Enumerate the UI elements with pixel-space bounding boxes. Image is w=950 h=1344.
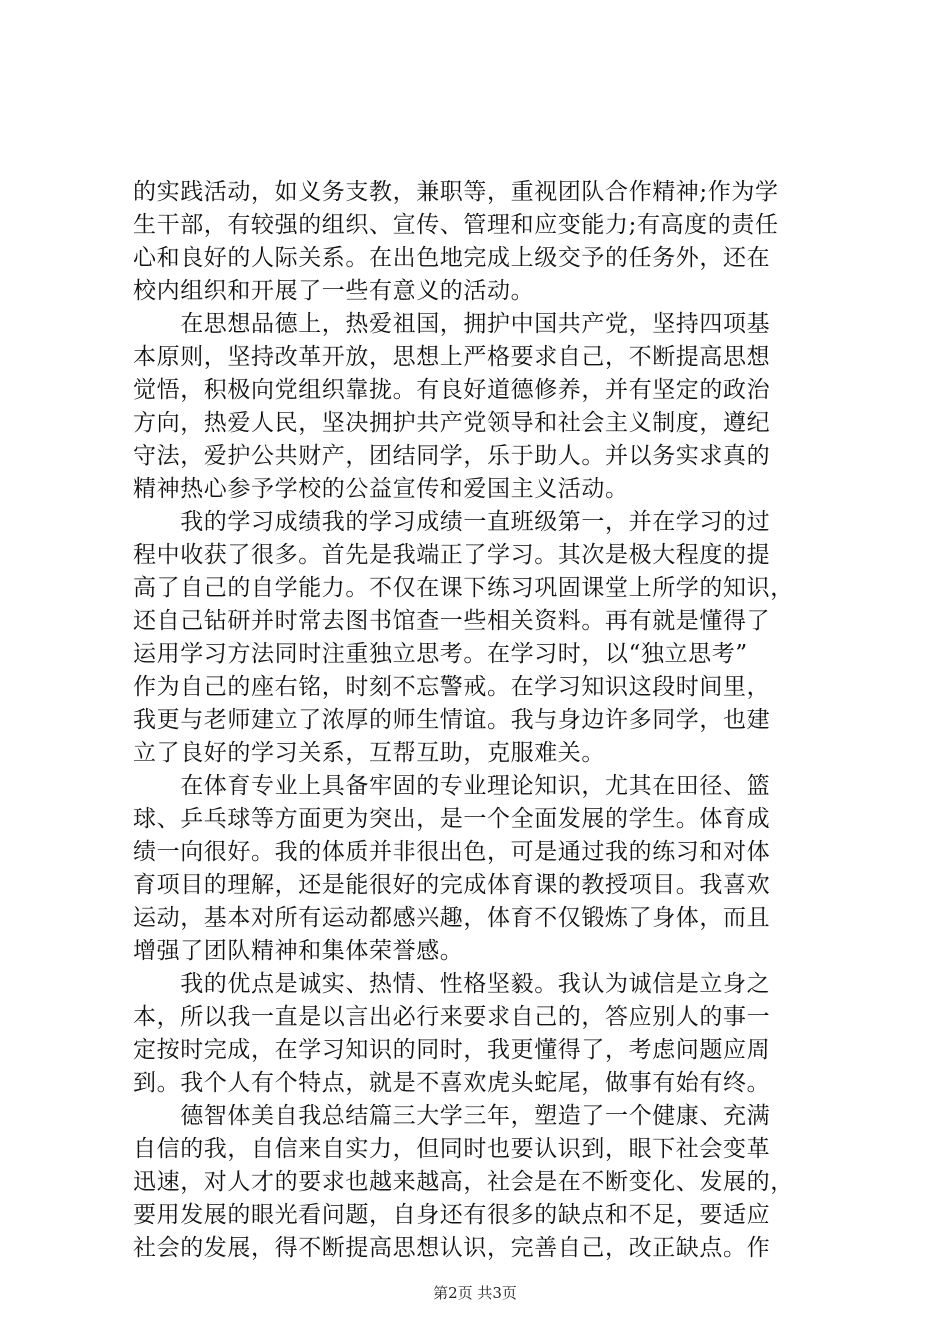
text-line: 方向，热爱人民，坚决拥护共产党领导和社会主义制度，遵纪 xyxy=(133,410,771,436)
text-line: 在体育专业上具备牢固的专业理论知识，尤其在田径、篮 xyxy=(133,773,771,799)
text-line: 的实践活动，如义务支教，兼职等，重视团队合作精神;作为学 xyxy=(133,179,779,205)
text-line: 精神热心参予学校的公益宣传和爱国主义活动。 xyxy=(133,476,629,502)
text-line: 校内组织和开展了一些有意义的活动。 xyxy=(133,278,535,304)
text-line: 作为自己的座右铭，时刻不忘警戒。在学习知识这段时间里， xyxy=(133,674,771,700)
text-line: 我的优点是诚实、热情、性格坚毅。我认为诚信是立身之 xyxy=(133,971,771,997)
text-line: 生干部，有较强的组织、宣传、管理和应变能力;有高度的责任 xyxy=(133,212,779,238)
text-line: 定按时完成，在学习知识的同时，我更懂得了，考虑问题应周 xyxy=(133,1037,771,1063)
text-line: 心和良好的人际关系。在出色地完成上级交予的任务外，还在 xyxy=(133,245,771,271)
text-line: 本，所以我一直是以言出必行来要求自己的，答应别人的事一 xyxy=(133,1004,771,1030)
text-line: 球、乒乓球等方面更为突出，是一个全面发展的学生。体育成 xyxy=(133,806,771,832)
text-line: 德智体美自我总结篇三大学三年，塑造了一个健康、充满 xyxy=(133,1103,771,1129)
page-number-footer: 第2页 共3页 xyxy=(433,1284,517,1302)
text-line: 本原则，坚持改革开放，思想上严格要求自己，不断提高思想 xyxy=(133,344,771,370)
text-line: 高了自己的自学能力。不仅在课下练习巩固课堂上所学的知识， xyxy=(133,575,794,601)
text-line: 在思想品德上，热爱祖国，拥护中国共产党，坚持四项基 xyxy=(133,311,771,337)
text-line: 立了良好的学习关系，互帮互助，克服难关。 xyxy=(133,740,605,766)
text-line: 运动，基本对所有运动都感兴趣，体育不仅锻炼了身体，而且 xyxy=(133,905,771,931)
text-line: 社会的发展，得不断提高思想认识，完善自己，改正缺点。作 xyxy=(133,1235,771,1261)
text-line: 育项目的理解，还是能很好的完成体育课的教授项目。我喜欢 xyxy=(133,872,771,898)
text-line: 守法，爱护公共财产，团结同学，乐于助人。并以务实求真的 xyxy=(133,443,771,469)
text-line: 觉悟，积极向党组织靠拢。有良好道德修养，并有坚定的政治 xyxy=(133,377,771,403)
text-line: 绩一向很好。我的体质并非很出色，可是通过我的练习和对体 xyxy=(133,839,771,865)
text-line: 我更与老师建立了浓厚的师生情谊。我与身边许多同学，也建 xyxy=(133,707,771,733)
text-line: 还自己钻研并时常去图书馆查一些相关资料。再有就是懂得了 xyxy=(133,608,771,634)
text-line: 迅速，对人才的要求也越来越高，社会是在不断变化、发展的， xyxy=(133,1169,794,1195)
text-line: 要用发展的眼光看问题，自身还有很多的缺点和不足，要适应 xyxy=(133,1202,771,1228)
text-line: 增强了团队精神和集体荣誉感。 xyxy=(133,938,464,964)
text-line: 运用学习方法同时注重独立思考。在学习时，以“独立思考” xyxy=(133,641,748,667)
text-line: 自信的我，自信来自实力，但同时也要认识到，眼下社会变革 xyxy=(133,1136,771,1162)
text-line: 我的学习成绩我的学习成绩一直班级第一，并在学习的过 xyxy=(133,509,771,535)
text-line: 程中收获了很多。首先是我端正了学习。其次是极大程度的提 xyxy=(133,542,771,568)
text-line: 到。我个人有个特点，就是不喜欢虎头蛇尾，做事有始有终。 xyxy=(133,1070,771,1096)
body-text xyxy=(133,176,830,1265)
